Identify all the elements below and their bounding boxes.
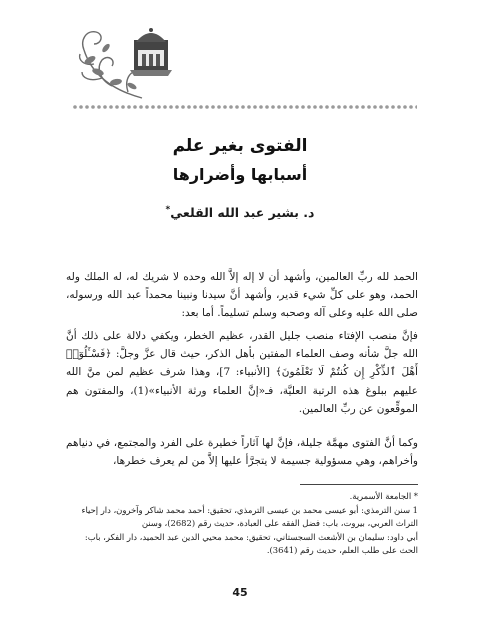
article-subtitle: أسبابها وأضرارها: [172, 165, 308, 184]
paragraph-fatwa-importance: [66, 434, 418, 470]
author-line: [0, 205, 480, 220]
page-number: 45: [232, 586, 248, 599]
footnote-affiliation: * الجامعة الأسمرية.: [349, 491, 418, 501]
paragraph-intro: [66, 268, 418, 323]
article-title: الفتوى بغير علم: [172, 136, 308, 156]
footnote-separator: [300, 484, 418, 485]
floral-mosque-ornament-icon: [72, 20, 182, 102]
author-name: د. بشير عبد الله القلعي: [170, 205, 315, 221]
paragraph-text: فإنَّ منصب الإفتاء منصب جليل القدر، عظيم الخطر، ويكفي دلالة على ذلك أنَّ الله جلَّ شأنه وصف العلماء المفتين بأهل الذكر، حيث قال عزَّ وجلَّ: ﴿فَسْـَٔلُوٓا۟ أَهْلَ ٱلذِّكْرِ إِن كُنتُمْ لَا تَعْلَمُونَ﴾ [الأنبياء: 7]، وهذا شرف عظيم لمن منَّ الله عليهم ببلوغ هذه الرتبة العليَّة، فـ«إنَّ العلماء ورثة الأنبياء»(1)، والمفتون هم الموقِّعون عن ربِّ العالمين.: [66, 330, 418, 415]
author-footnote-mark: *: [165, 205, 171, 215]
paragraph-fatwa-position: [66, 327, 418, 418]
paragraph-text: وكما أنَّ الفتوى مهمَّة جليلة، فإنَّ لها آثاراً خطيرة على الفرد والمجتمع، في دنياهم وأخراهم، وهي مسؤولية جسيمة لا يتجرَّأ عليها إلاَّ من لم يعرف خطرها،: [66, 437, 418, 468]
paragraph-text: الحمد لله ربِّ العالمين، وأشهد أن لا إله إلاَّ الله وحده لا شريك له، له الملك وله الحمد، وهو على كلِّ شيء قدير، وأشهد أنَّ سيدنا ونبينا محمداً عبد الله ورسوله، صلى الله عليه وعلى آله وصحبه وسلم تسليماً. أما بعد:: [66, 271, 418, 320]
dotted-divider-icon: [72, 104, 417, 110]
footnote-1-continued: أبي داود: سليمان بن الأشعث السجستاني، تحقيق: محمد محيي الدين عبد الحميد، دار الفكر، باب: الحث على طلب العلم، حديث رقم (3641).: [84, 532, 418, 555]
footnote-number: 1: [412, 505, 418, 515]
footnote-text: سنن الترمذي: أبو عيسى محمد بن عيسى الترمذي، تحقيق: أحمد محمد شاكر وآخرون، دار إحياء التراث العربي، بيروت، باب: فضل الفقه على العبادة، حديث رقم (2682)، وسنن: [81, 505, 418, 528]
footnote-1: [66, 504, 418, 530]
